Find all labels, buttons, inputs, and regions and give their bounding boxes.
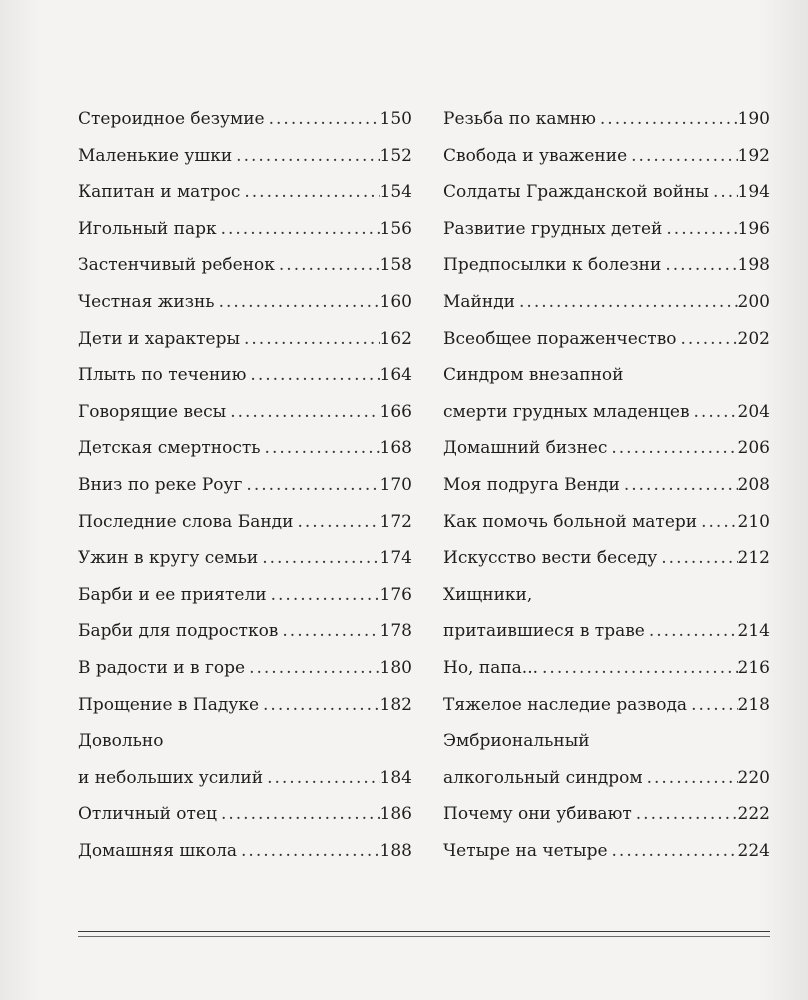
dot-leader [226,394,379,431]
dot-leader [661,247,737,284]
dot-leader [240,174,379,211]
toc-entry-title: Детская смертность [78,438,261,459]
toc-entry-title: В радости и в горе [78,657,246,678]
toc-entry [443,430,770,467]
toc-entry-title: Домашняя школа [78,840,238,861]
toc-entry-page-number: 212 [737,548,770,569]
dot-leader [237,833,380,870]
toc-entry-page-number: 162 [379,328,412,349]
toc-entry [78,174,412,211]
toc-entry [443,174,770,211]
toc-entry [443,467,770,504]
dot-leader [690,394,738,431]
toc-entry-page-number: 172 [379,511,412,532]
toc-entry-title-line1: Синдром внезапной [443,365,624,386]
toc-entry [443,540,770,577]
toc-entry-title: Честная жизнь [78,291,215,312]
dot-leader [242,467,379,504]
dot-leader [687,687,737,724]
toc-entry [443,247,770,284]
toc-entry-page-number: 168 [379,438,412,459]
toc-entry-title: Застенчивый ребенок [78,255,275,276]
dot-leader [643,760,738,797]
toc-entry [78,321,412,358]
toc-column-left [78,101,412,869]
toc-entry [443,101,770,138]
toc-entry [78,650,412,687]
toc-entry-title: Майнди [443,291,516,312]
toc-entry-page-number: 206 [737,438,770,459]
toc-entry [78,430,412,467]
toc-entry-page-number: 222 [737,804,770,825]
toc-entry-title: Маленькие ушки [78,145,233,166]
toc-entry-title: Плыть по течению [78,365,247,386]
toc-entry-title: Предпосылки к болезни [443,255,662,276]
toc-entry-title: алкогольный синдром [443,767,643,788]
toc-entry-page-number: 166 [379,401,412,422]
toc-entry-page-number: 176 [379,584,412,605]
toc-entry-title: Четыре на четыре [443,840,608,861]
toc-entry-page-number: 174 [379,548,412,569]
toc-entry-page-number: 180 [379,657,412,678]
dot-leader [240,321,380,358]
toc-entry [78,613,412,650]
toc-entry [443,833,770,870]
toc-entry-title: Барби для подростков [78,621,279,642]
toc-entry-title: Прощение в Падуке [78,694,260,715]
toc-entry-title: Резьба по камню [443,109,596,129]
toc-entry-title: Дети и характеры [78,328,240,349]
toc-entry-title: Но, папа... [443,657,539,678]
toc-entry-title: и небольших усилий [78,767,264,788]
toc-entry-page-number: 190 [737,109,770,129]
dot-leader [538,650,738,687]
toc-entry-title-line1: Довольно [78,731,164,752]
toc-entry-title: Стероидное безумие [78,109,265,129]
toc-entry [78,247,412,284]
dot-leader [697,504,737,541]
toc-entry-title: Всеобщее пораженчество [443,328,677,349]
toc-entry-page-number: 156 [379,218,412,239]
toc-entry [78,760,412,797]
dot-leader [246,357,379,394]
toc-entry [443,760,770,797]
toc-entry-page-number: 150 [379,109,412,129]
dot-leader [677,321,738,358]
toc-entry [443,650,770,687]
toc-entry [78,577,412,614]
toc-entry-page-number: 152 [379,145,412,166]
dot-leader [261,430,380,467]
toc-entry-title: Тяжелое наследие развода [443,694,688,715]
toc-entry [78,394,412,431]
toc-entry-page-number: 196 [737,218,770,239]
dot-leader [278,613,379,650]
toc-entry-page-number: 186 [379,804,412,825]
dot-leader [259,687,380,724]
toc-entry-title: Солдаты Гражданской войны [443,182,709,203]
toc-entry [78,138,412,175]
toc-entry-page-number: 154 [379,182,412,203]
dot-leader [293,504,379,541]
dot-leader [232,138,379,175]
toc-entry-page-number: 178 [379,621,412,642]
dot-leader [709,174,738,211]
toc-entry-page-number: 202 [737,328,770,349]
toc-entry-first-line [443,357,770,394]
toc-entry [443,321,770,358]
toc-entry [443,394,770,431]
toc-entry-title: смерти грудных младенцев [443,401,690,422]
toc-entry-page-number: 158 [379,255,412,276]
dot-leader [265,101,380,138]
toc-entry-title: Последние слова Банди [78,511,294,532]
bottom-rule-secondary [78,936,770,937]
toc-entry [443,796,770,833]
toc-entry [78,687,412,724]
toc-entry-page-number: 170 [379,474,412,495]
toc-entry-first-line [443,723,770,760]
toc-entry [78,504,412,541]
dot-leader [632,796,738,833]
toc-entry [78,357,412,394]
toc-entry-title: Игольный парк [78,218,217,239]
dot-leader [275,247,380,284]
toc-entry [78,211,412,248]
toc-entry-page-number: 184 [379,767,412,788]
toc-entry-page-number: 216 [737,657,770,678]
toc-entry-page-number: 200 [737,291,770,312]
dot-leader [620,467,738,504]
toc-entry-title: Ужин в кругу семьи [78,548,259,569]
toc-entry-title: Капитан и матрос [78,182,241,203]
toc-entry-title: Искусство вести беседу [443,548,658,569]
toc-entry-title: Говорящие весы [78,401,227,422]
toc-entry-title: Как помочь больной матери [443,511,698,532]
dot-leader [662,211,737,248]
toc-entry-title-line1: Хищники, [443,584,533,605]
toc-entry-title: Свобода и уважение [443,145,628,166]
dot-leader [607,430,737,467]
toc-entry-title: Почему они убивают [443,804,632,825]
dot-leader [267,577,380,614]
toc-entry-page-number: 160 [379,291,412,312]
toc-entry-title: Отличный отец [78,804,217,825]
dot-leader [263,760,379,797]
toc-entry-page-number: 210 [737,511,770,532]
toc-entry-title: притаившиеся в траве [443,621,645,642]
toc-entry [443,687,770,724]
toc-entry [78,467,412,504]
dot-leader [217,211,380,248]
dot-leader [245,650,379,687]
toc-entry [78,833,412,870]
toc-entry-page-number: 198 [737,255,770,276]
toc-entry [78,540,412,577]
toc-entry-page-number: 192 [737,145,770,166]
toc-entry-title-line1: Эмбриональный [443,731,590,752]
dot-leader [627,138,737,175]
toc-entry [78,284,412,321]
toc-entry-page-number: 194 [737,182,770,203]
dot-leader [217,796,380,833]
toc-entry-title: Развитие грудных детей [443,218,663,239]
dot-leader [215,284,380,321]
dot-leader [515,284,738,321]
dot-leader [645,613,738,650]
toc-entry-title: Моя подруга Венди [443,474,620,495]
toc-entry [443,613,770,650]
dot-leader [657,540,737,577]
dot-leader [258,540,379,577]
toc-entry-first-line [443,577,770,614]
toc-entry-page-number: 204 [737,401,770,422]
toc-entry [443,284,770,321]
toc-entry-page-number: 208 [737,474,770,495]
toc-entry-page-number: 164 [379,365,412,386]
dot-leader [608,833,738,870]
toc-entry-page-number: 188 [379,840,412,861]
toc-entry [443,504,770,541]
toc-entry [443,211,770,248]
bottom-rule [78,931,770,932]
toc-entry [78,796,412,833]
toc-entry-page-number: 182 [379,694,412,715]
toc-entry-title: Домашний бизнес [443,438,608,459]
toc-column-right [443,101,770,869]
toc-entry-first-line [78,723,412,760]
toc-entry-title: Вниз по реке Роуг [78,474,243,495]
dot-leader [596,101,738,138]
toc-entry-page-number: 224 [737,840,770,861]
toc-entry-page-number: 214 [737,621,770,642]
toc-entry-page-number: 220 [737,767,770,788]
toc-entry [443,138,770,175]
toc-entry-title: Барби и ее приятели [78,584,267,605]
toc-entry-page-number: 218 [737,694,770,715]
toc-entry [78,101,412,138]
